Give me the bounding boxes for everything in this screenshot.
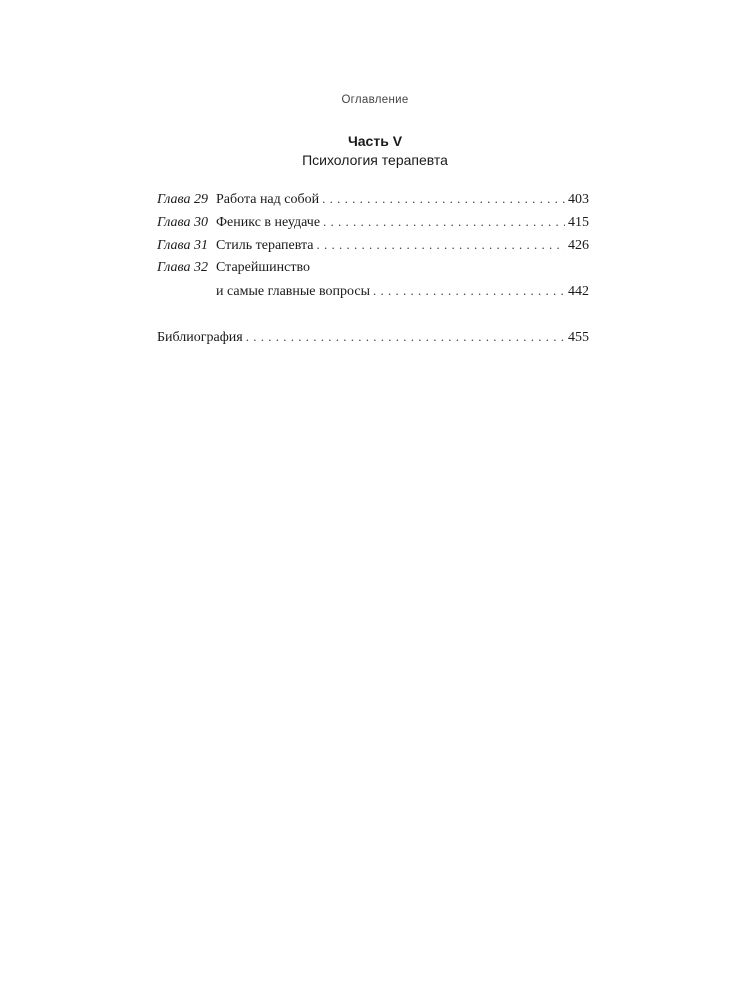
bibliography-section bbox=[157, 325, 589, 348]
dot-leader bbox=[246, 325, 565, 348]
dot-leader bbox=[316, 233, 565, 256]
part-subtitle: Психология терапевта bbox=[302, 152, 448, 168]
toc-entry-chapter-29[interactable] bbox=[157, 187, 589, 210]
chapter-number: Глава 31 bbox=[157, 238, 208, 253]
toc-entry-bibliography[interactable] bbox=[157, 325, 589, 348]
dot-leader bbox=[323, 210, 565, 233]
toc-entry-chapter-32[interactable] bbox=[157, 256, 589, 279]
running-head: Оглавление bbox=[341, 94, 409, 106]
chapter-title: Феникс в неудаче bbox=[216, 215, 321, 230]
page-number: 403 bbox=[568, 192, 589, 207]
chapter-number: Глава 30 bbox=[157, 215, 208, 230]
page-number: 415 bbox=[568, 215, 589, 230]
part-title: Часть V bbox=[347, 133, 403, 149]
toc-entry-chapter-32-continued[interactable] bbox=[157, 279, 589, 302]
table-of-contents bbox=[157, 187, 589, 302]
chapter-title-line-2: и самые главные вопросы bbox=[216, 284, 370, 299]
chapter-title-line-1: Старейшинство bbox=[216, 260, 310, 275]
chapter-number: Глава 32 bbox=[157, 260, 208, 275]
toc-entry-chapter-30[interactable] bbox=[157, 210, 589, 233]
bibliography-title: Библиография bbox=[157, 330, 243, 345]
toc-entry-chapter-31[interactable] bbox=[157, 233, 589, 256]
page-number: 442 bbox=[568, 284, 589, 299]
page-number: 455 bbox=[568, 330, 589, 345]
dot-leader bbox=[373, 279, 565, 302]
chapter-title: Стиль терапевта bbox=[216, 238, 314, 253]
chapter-number: Глава 29 bbox=[157, 192, 208, 207]
page-number: 426 bbox=[568, 238, 589, 253]
dot-leader bbox=[322, 187, 565, 210]
chapter-title: Работа над собой bbox=[216, 192, 320, 207]
